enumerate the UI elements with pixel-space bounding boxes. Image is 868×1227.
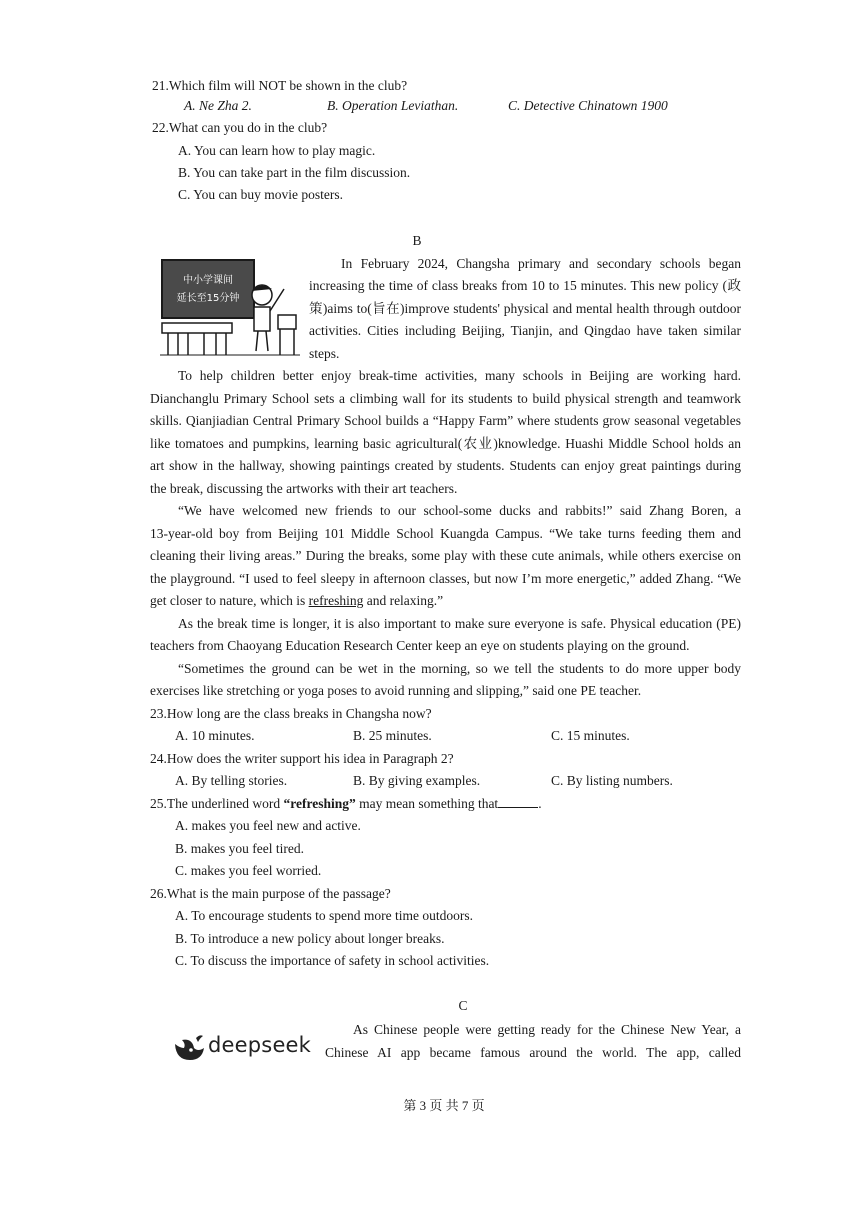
section-b-p2-line-2: Dianchanglu Primary School sets a climbing wall for its students to build physical strength and teamwork bbox=[150, 391, 741, 406]
section-b-p3-line-4: the playground. “I used to feel sleepy in afternoon classes, but now I’m more energetic,” added Zhang. “We bbox=[150, 571, 741, 586]
q25-stem-word: “refreshing” bbox=[283, 796, 356, 811]
q22-option-c: C. You can buy movie posters. bbox=[178, 187, 343, 202]
q23-option-b: B. 25 minutes. bbox=[353, 728, 432, 743]
q23-option-c: C. 15 minutes. bbox=[551, 728, 630, 743]
section-c-p1-line-2: Chinese AI app became famous around the world. The app, called bbox=[325, 1045, 741, 1060]
q24-option-b: B. By giving examples. bbox=[353, 773, 481, 788]
section-b-p2-line-5: art show in the hallway, showing paintings created by students. Students can enjoy great paintings during bbox=[150, 458, 741, 473]
section-b-heading: B bbox=[412, 233, 422, 248]
underlined-word-refreshing: refreshing bbox=[308, 593, 364, 608]
section-b-p1-line-4: activities. Cities including Beijing, Tianjin, and Qingdao have taken similar bbox=[309, 323, 741, 338]
q26-option-b: B. To introduce a new policy about longer breaks. bbox=[175, 931, 445, 946]
classroom-illustration bbox=[160, 255, 300, 359]
section-c-p1-line-1: As Chinese people were getting ready for the Chinese New Year, a bbox=[353, 1022, 741, 1037]
q25-stem-end: . bbox=[538, 796, 542, 811]
q26-option-c: C. To discuss the importance of safety in school activities. bbox=[175, 953, 490, 968]
q21-stem: 21.Which film will NOT be shown in the club? bbox=[152, 78, 408, 93]
section-b-p3-line-5 bbox=[150, 591, 443, 610]
p3-last-before: get closer to nature, which is bbox=[150, 593, 309, 608]
section-b-p4-line-2: teachers from Chaoyang Education Research Center keep an eye on students playing on the ground. bbox=[150, 638, 690, 653]
q24-option-c: C. By listing numbers. bbox=[551, 773, 673, 788]
q23-stem: 23.How long are the class breaks in Changsha now? bbox=[150, 706, 432, 721]
illustration-text-line-1: 中小学课间 bbox=[183, 275, 233, 286]
section-b-p4-line-1: As the break time is longer, it is also important to make sure everyone is safe. Physical education (PE) bbox=[178, 616, 741, 631]
answer-blank bbox=[498, 795, 538, 808]
q24-stem: 24.How does the writer support his idea in Paragraph 2? bbox=[150, 751, 454, 766]
q25-stem-after: may mean something that bbox=[355, 796, 499, 811]
section-b-p2-line-4: like tomatoes and pumpkins, learning basic agricultural(农业)knowledge. Huashi Middle School holds an bbox=[150, 436, 741, 451]
section-b-p1-line-5: steps. bbox=[309, 346, 340, 361]
deepseek-logo-text: deepseek bbox=[208, 1033, 312, 1057]
illustration-text-line-2: 延长至15分钟 bbox=[176, 293, 240, 304]
q25-stem-before: 25.The underlined word bbox=[150, 796, 284, 811]
q25-option-c: C. makes you feel worried. bbox=[175, 863, 322, 878]
section-b-p5-line-1: “Sometimes the ground can be wet in the morning, so we tell the students to do more upper body bbox=[178, 661, 741, 676]
section-c-heading: C bbox=[458, 998, 468, 1013]
section-b-p3-line-1: “We have welcomed new friends to our school-some ducks and rabbits!” said Zhang Boren, a bbox=[178, 503, 741, 518]
section-b-p1-line-1: In February 2024, Changsha primary and secondary schools began bbox=[341, 256, 741, 271]
q25-option-a: A. makes you feel new and active. bbox=[175, 818, 361, 833]
q25-option-b: B. makes you feel tired. bbox=[175, 841, 304, 856]
q21-option-a: A. Ne Zha 2. bbox=[184, 98, 252, 113]
p3-last-after: and relaxing.” bbox=[363, 593, 444, 608]
section-b-p2-line-1: To help children better enjoy break-time activities, many schools in Beijing are working hard. bbox=[178, 368, 741, 383]
section-b-p5-line-2: exercises like stretching or yoga poses to avoid running and slipping,” said one PE teacher. bbox=[150, 683, 642, 698]
q22-stem: 22.What can you do in the club? bbox=[152, 120, 328, 135]
page-number: 第 3 页 共 7 页 bbox=[403, 1098, 485, 1113]
section-b-p3-line-2: 13-year-old boy from Beijing 101 Middle School Kuangda Campus. “We take turns feeding them and bbox=[150, 526, 741, 541]
q24-option-a: A. By telling stories. bbox=[175, 773, 288, 788]
section-b-p2-line-3: skills. Qianjiadian Central Primary School builds a “Happy Farm” where students grow seasonal vegetables bbox=[150, 413, 741, 428]
section-b-p1-line-2: increasing the time of class breaks from 10 to 15 minutes. This new policy (政 bbox=[309, 278, 741, 293]
q25-stem bbox=[150, 794, 542, 813]
q21-option-c: C. Detective Chinatown 1900 bbox=[508, 98, 668, 113]
section-b-p1-line-3: 策)aims to(旨在)improve students' physical and mental health through outdoor bbox=[309, 301, 741, 316]
q23-option-a: A. 10 minutes. bbox=[175, 728, 255, 743]
q26-option-a: A. To encourage students to spend more time outdoors. bbox=[175, 908, 474, 923]
deepseek-logo bbox=[172, 1030, 312, 1064]
q26-stem: 26.What is the main purpose of the passage? bbox=[150, 886, 391, 901]
section-b-p2-line-6: the break, discussing the artworks with their art teachers. bbox=[150, 481, 458, 496]
q22-option-a: A. You can learn how to play magic. bbox=[178, 143, 376, 158]
whale-icon bbox=[172, 1030, 206, 1064]
q22-option-b: B. You can take part in the film discussion. bbox=[178, 165, 411, 180]
q21-option-b: B. Operation Leviathan. bbox=[327, 98, 459, 113]
section-b-p3-line-3: cleaning their living areas.” During the breaks, some play with these cute animals, while others exercise on bbox=[150, 548, 741, 563]
